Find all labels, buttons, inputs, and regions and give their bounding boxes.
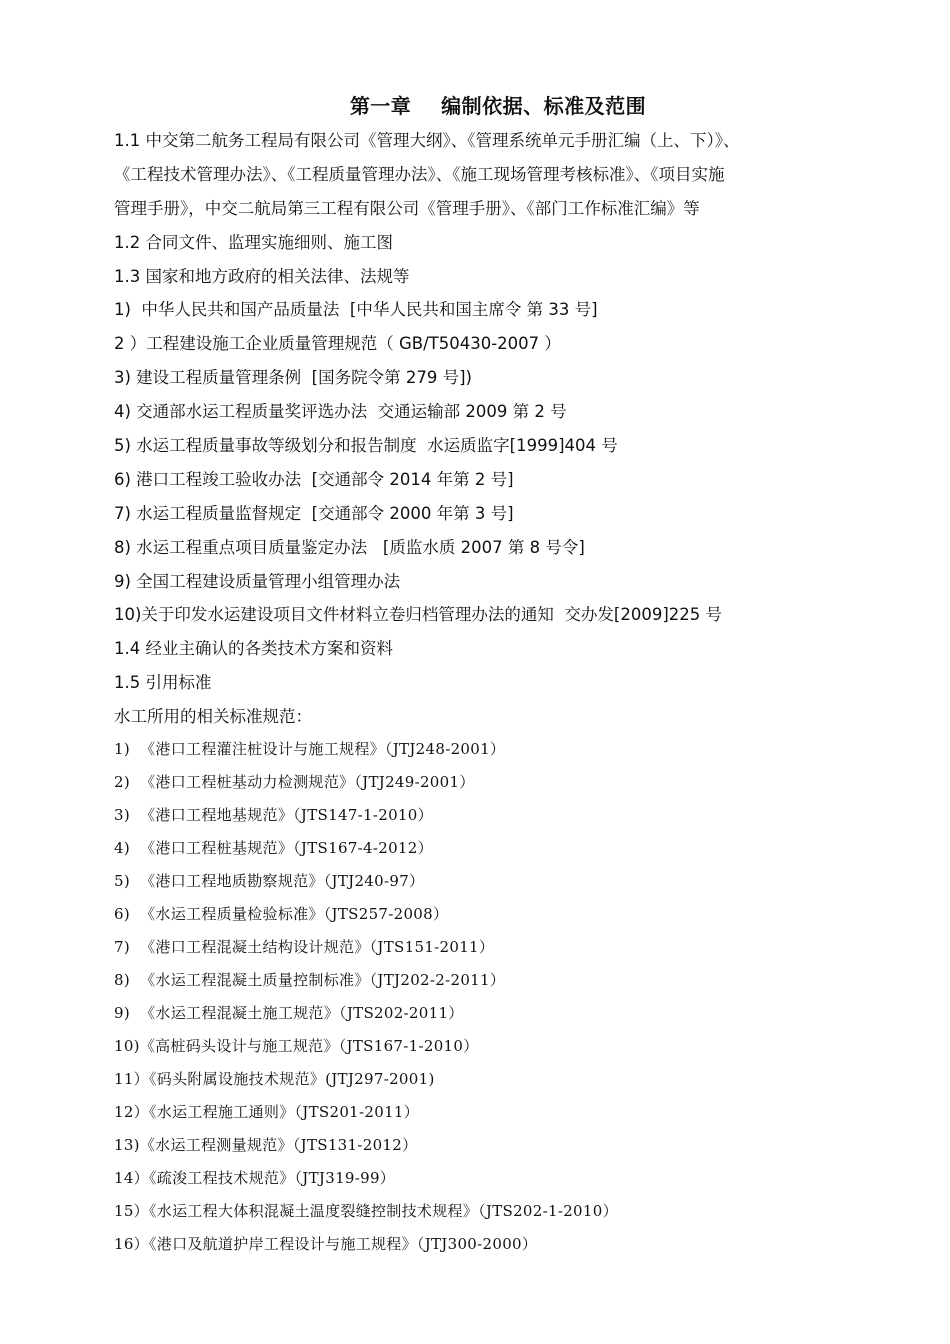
- standard-item: 1) 《港口工程灌注桩设计与施工规程》（JTJ248-2001）: [114, 740, 506, 758]
- text-line: 1.5 引用标准: [114, 673, 212, 693]
- standard-item: 6) 《水运工程质量检验标准》（JTS257-2008）: [114, 905, 449, 923]
- text-line: 1) 中华人民共和国产品质量法 [中华人民共和国主席令 第 33 号]: [114, 300, 598, 320]
- standard-item: 5) 《港口工程地质勘察规范》（JTJ240-97）: [114, 872, 425, 890]
- standard-item: 3) 《港口工程地基规范》（JTS147-1-2010）: [114, 806, 433, 824]
- standard-item: 10)《高桩码头设计与施工规范》（JTS167-1-2010）: [114, 1037, 479, 1055]
- text-line: 1.4 经业主确认的各类技术方案和资料: [114, 639, 393, 659]
- text-line: 10)关于印发水运建设项目文件材料立卷归档管理办法的通知 交办发[2009]225 号: [114, 605, 723, 625]
- text-line: 4) 交通部水运工程质量奖评选办法 交通运输部 2009 第 2 号: [114, 402, 567, 422]
- text-line: 1.2 合同文件、监理实施细则、施工图: [114, 232, 393, 252]
- standard-item: 8) 《水运工程混凝土质量控制标准》（JTJ202-2-2011）: [114, 971, 506, 989]
- standard-item: 9) 《水运工程混凝土施工规范》（JTS202-2011）: [114, 1004, 464, 1022]
- text-line: 水工所用的相关标准规范：: [114, 707, 312, 727]
- text-line: 管理手册》，中交二航局第三工程有限公司《管理手册》、《部门工作标准汇编》等: [114, 198, 700, 218]
- text-line: 1.3 国家和地方政府的相关法律、法规等: [114, 266, 410, 286]
- standard-item: 11）《码头附属设施技术规范》(JTJ297-2001): [114, 1070, 435, 1088]
- standard-item: 15）《水运工程大体积混凝土温度裂缝控制技术规程》（JTS202-1-2010）: [114, 1202, 618, 1220]
- standard-item: 12）《水运工程施工通则》（JTS201-2011）: [114, 1103, 420, 1121]
- text-line: 6) 港口工程竣工验收办法 [交通部令 2014 年第 2 号]: [114, 469, 514, 489]
- text-line: 5) 水运工程质量事故等级划分和报告制度 水运质监字[1999]404 号: [114, 436, 618, 456]
- standard-item: 4) 《港口工程桩基规范》（JTS167-4-2012）: [114, 839, 433, 857]
- standard-item: 7) 《港口工程混凝土结构设计规范》（JTS151-2011）: [114, 938, 495, 956]
- basis-section: [114, 124, 884, 734]
- text-line: 3) 建设工程质量管理条例 [国务院令第 279 号]): [114, 368, 472, 388]
- standards-list: [114, 733, 874, 1261]
- text-line: 9) 全国工程建设质量管理小组管理办法: [114, 571, 401, 591]
- text-line: 7) 水运工程质量监督规定 [交通部令 2000 年第 3 号]: [114, 503, 514, 523]
- text-line: 《工程技术管理办法》、《工程质量管理办法》、《施工现场管理考核标准》、《项目实施: [114, 164, 725, 184]
- chapter-title: 第一章 编制依据、标准及范围: [349, 94, 647, 118]
- standard-item: 13)《水运工程测量规范》（JTS131-2012）: [114, 1136, 418, 1154]
- standard-item: 16）《港口及航道护岸工程设计与施工规程》（JTJ300-2000）: [114, 1235, 538, 1253]
- text-line: 1.1 中交第二航务工程局有限公司《管理大纲》、《管理系统单元手册汇编（上、下）》、: [114, 131, 740, 150]
- text-line: 8) 水运工程重点项目质量鉴定办法 [质监水质 2007 第 8 号令]: [114, 537, 585, 557]
- text-line: 2 ）工程建设施工企业质量管理规范（ GB/T50430-2007 ）: [114, 334, 561, 354]
- standard-item: 14）《疏浚工程技术规范》（JTJ319-99）: [114, 1169, 396, 1187]
- standard-item: 2) 《港口工程桩基动力检测规范》（JTJ249-2001）: [114, 773, 475, 791]
